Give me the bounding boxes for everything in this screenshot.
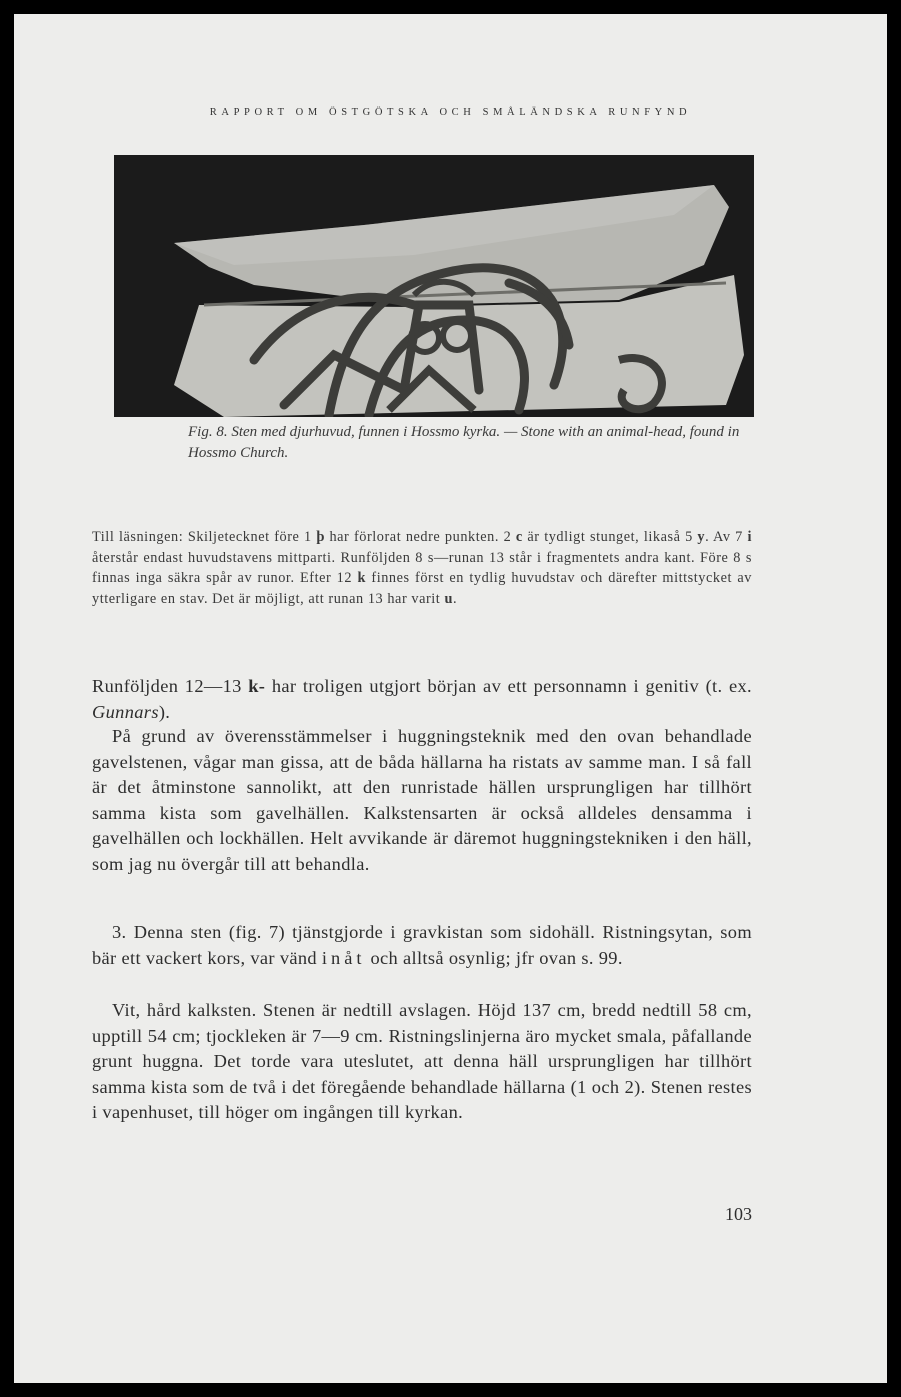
paragraph-1-text: har troligen utgjort början av ett personnamn i genitiv (t. ex. xyxy=(265,676,752,696)
caption-english: Stone with an animal-head, found in Hossmo Church. xyxy=(188,424,740,461)
example-name: Gunnars xyxy=(92,701,159,722)
reading-note-text: Till läsningen: Skiljetecknet före 1 xyxy=(92,529,317,545)
reading-note-text: . xyxy=(452,590,458,607)
paragraph-3-text: 3. Denna sten (fig. 7) tjänstgjorde i gravkistan som sidohäll. Ristningsytan, som bär ett vackert kors, var vänd xyxy=(92,922,752,968)
running-head: RAPPORT OM ÖSTGÖTSKA OCH SMÅLÄNDSKA RUNFYND xyxy=(209,107,692,118)
rune-i: i xyxy=(747,529,752,545)
rune-u: u xyxy=(444,590,453,607)
reading-note-text: har förlorat nedre punkten. 2 xyxy=(324,529,516,545)
figure-caption xyxy=(188,422,768,464)
stone-photo-image xyxy=(114,155,754,417)
page-number: 103 xyxy=(725,1204,752,1224)
rune-thorn: þ xyxy=(316,529,325,545)
paragraph-1-text: Runföljden 12—13 xyxy=(92,676,249,696)
paragraph-3-text: och alltså osynlig; jfr ovan s. 99. xyxy=(365,947,623,968)
reading-note-text: . Av 7 xyxy=(705,529,748,545)
caption-dash: — xyxy=(500,424,522,440)
rune-c: c xyxy=(515,529,523,545)
reading-note-text: finnes först en tydlig huvudstav och därefter mittstycket av ytterligare en stav. Det är möjligt, att runan 13 har varit xyxy=(92,570,752,607)
rune-k: k xyxy=(357,570,366,586)
reading-note xyxy=(92,527,752,609)
caption-swedish: Fig. 8. Sten med djurhuvud, funnen i Hossmo kyrka. xyxy=(188,424,501,440)
stone-photo xyxy=(114,155,754,417)
rune-y: y xyxy=(697,529,706,545)
paragraph-1 xyxy=(92,674,752,725)
reading-note-text: återstår endast huvudstavens mittparti. Runföljden 8 s—runan 13 står i fragmentets andra kant. Före 8 s finnas inga säkra spår av runor. Efter 12 xyxy=(92,549,752,586)
paragraph-3 xyxy=(92,920,752,971)
rune-sequence: k- xyxy=(248,676,266,696)
paragraph-2: På grund av överensstämmelser i huggningsteknik med den ovan behandlade gavelstenen, vågar man gissa, att de båda hällarna ha ristats av samme man. I så fall är det åtminstone sannolikt, att den runristade hällen ursprungligen har tillhört samma kista som gavelhällen. Kalkstensarten är också alldeles densamma i gavelhällen och lockhällen. Helt avvikande är däremot huggningstekniken i den häll, som jag nu övergår till att behandla. xyxy=(92,726,752,874)
page xyxy=(14,14,887,1383)
paragraph-4: Vit, hård kalksten. Stenen är nedtill avslagen. Höjd 137 cm, bredd nedtill 58 cm, upptill 54 cm; tjockleken är 7—9 cm. Ristningslinjerna äro mycket smala, påfallande grunt huggna. Det torde vara uteslutet, att denna häll ursprungligen har tillhört samma kista som de två i det föregående behandlade hällarna (1 och 2). Stenen restes i vapenhuset, till höger om ingången till kyrkan. xyxy=(92,1000,752,1122)
reading-note-text: är tydligt stunget, likaså 5 xyxy=(522,529,698,545)
paragraph-1-text: ). xyxy=(158,701,171,722)
emphasized-word: inåt xyxy=(321,947,366,968)
